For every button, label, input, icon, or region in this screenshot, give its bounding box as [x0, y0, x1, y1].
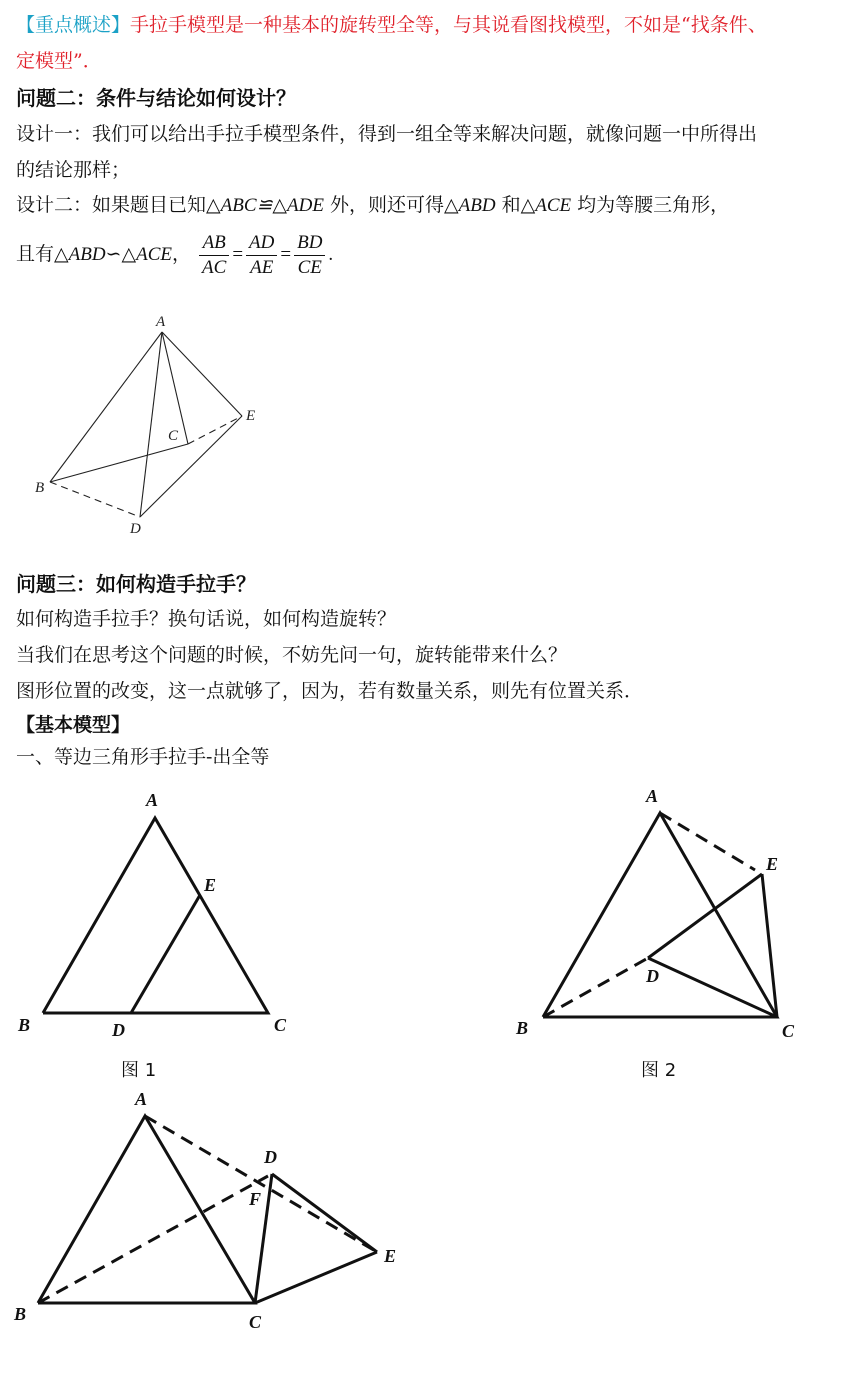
congruence-expression: △ABC≌△ADE	[206, 195, 324, 216]
design2-line	[16, 192, 729, 219]
similarity-line	[16, 228, 334, 281]
design2-and: 和	[495, 194, 521, 216]
overview-text: 手拉手模型是一种基本的旋转型全等，与其说看图找模型，不如是“找条件、	[130, 14, 767, 36]
label-c: C	[168, 428, 179, 444]
design2-suffix: 均为等腰三角形，	[571, 194, 730, 216]
triangle-ace: △ACE	[520, 195, 572, 216]
label-a: A	[156, 314, 166, 330]
fig3-label-c: C	[249, 1312, 262, 1332]
fig2-label-a: A	[646, 786, 659, 806]
design1-line-1: 设计一：我们可以给出手拉手模型条件，得到一组全等来解决问题，就像问题一中所得出	[16, 123, 758, 145]
basic-model-subheading: 一、等边三角形手拉手-出全等	[16, 746, 270, 768]
fig3-label-e: E	[384, 1246, 397, 1266]
equals-sign: =	[232, 244, 244, 265]
design2-prefix: 设计二：如果题目已知	[16, 194, 207, 216]
triangle-abd: △ABD	[444, 195, 496, 216]
similarity-expression: △ABD∽△ACE	[54, 244, 172, 265]
figure-1-caption: 图 1	[121, 1060, 157, 1081]
section3-p2: 当我们在思考这个问题的时候，不妨先问一句，旋转能带来什么？	[16, 644, 568, 666]
figure-1	[43, 818, 268, 1013]
fig2-label-e: E	[766, 854, 779, 874]
fig1-label-e: E	[204, 875, 217, 895]
section3-p1: 如何构造手拉手？换句话说，如何构造旋转？	[16, 608, 397, 630]
label-b: B	[35, 480, 45, 496]
equals-sign: =	[280, 244, 292, 265]
basic-model-heading: 【基本模型】	[16, 714, 131, 736]
figure-2	[543, 813, 777, 1017]
fig2-label-c: C	[782, 1021, 795, 1041]
overview-line-1	[16, 12, 767, 38]
fig2-label-b: B	[516, 1018, 529, 1038]
line4-prefix: 且有	[16, 243, 55, 265]
fig2-label-d: D	[646, 966, 659, 986]
line4-comma: ，	[171, 243, 191, 265]
label-d: D	[130, 521, 141, 537]
fig1-label-d: D	[112, 1020, 125, 1040]
figure-3	[38, 1116, 377, 1303]
fig3-label-f: F	[249, 1189, 262, 1209]
fraction-ab-ac: $\frac{AB}{AC}$	[199, 231, 229, 280]
fig1-label-b: B	[18, 1015, 31, 1035]
overview-tag: 【重点概述】	[16, 14, 131, 36]
section2-heading: 问题二：条件与结论如何设计？	[16, 86, 296, 110]
fig3-label-b: B	[14, 1304, 27, 1324]
design2-mid: 外，则还可得	[323, 194, 445, 216]
section3-p3: 图形位置的改变，这一点就够了，因为，若有数量关系，则先有位置关系．	[16, 680, 644, 702]
overview-line-2: 定模型”．	[16, 50, 102, 72]
section3-heading: 问题三：如何构造手拉手？	[16, 572, 256, 596]
fig3-label-a: A	[135, 1089, 148, 1109]
fig3-label-d: D	[264, 1147, 277, 1167]
fraction-ad-ae: $\frac{AD}{AE}$	[246, 231, 277, 280]
fig1-label-c: C	[274, 1015, 287, 1035]
fig1-label-a: A	[146, 790, 159, 810]
label-e: E	[246, 408, 256, 424]
figure-2-caption: 图 2	[641, 1060, 677, 1081]
design1-line-2: 的结论那样；	[16, 159, 131, 181]
period: .	[328, 244, 334, 265]
fraction-bd-ce: $\frac{BD}{CE}$	[294, 231, 325, 280]
